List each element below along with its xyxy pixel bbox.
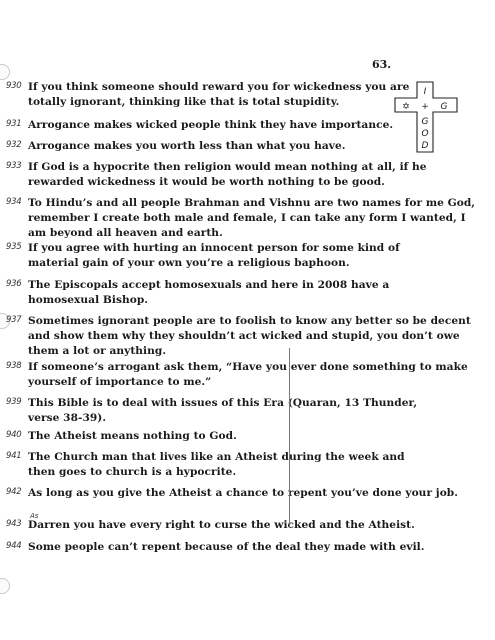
page-number: 63. bbox=[372, 58, 392, 71]
cross-letter-center: + bbox=[421, 102, 429, 112]
entry-text: If God is a hypocrite then religion would mean nothing at all, if he rewarded wickedness it would be worth nothing to be good. bbox=[28, 161, 427, 188]
entry-text: If someone’s arrogant ask them, “Have you ever done something to make yourself of importance to me.” bbox=[28, 361, 468, 388]
entry-text: Arrogance makes wicked people think they have importance. bbox=[28, 119, 394, 131]
entry-text: To Hindu’s and all people Brahman and Vishnu are two names for me God, remember I create both male and female, I can take any form I wanted, I am beyond all heaven and earth. bbox=[28, 197, 476, 239]
entry-number: 935 bbox=[6, 242, 22, 252]
entry-text: The Atheist means nothing to God. bbox=[28, 430, 237, 442]
entry-number: 932 bbox=[6, 140, 22, 150]
entry-number: 933 bbox=[6, 161, 22, 171]
entry-text: The Episcopals accept homosexuals and here in 2008 have a homosexual Bishop. bbox=[28, 279, 390, 306]
entry-935 bbox=[6, 241, 418, 271]
handwritten-insert: As bbox=[30, 512, 39, 520]
entry-number: 944 bbox=[6, 541, 22, 551]
star-of-david-icon: ✡ bbox=[402, 102, 410, 112]
entry-940 bbox=[6, 429, 418, 444]
cross-letter-top: I bbox=[423, 87, 427, 97]
entry-930 bbox=[6, 80, 418, 110]
entry-text: Arrogance makes you worth less than what you have. bbox=[28, 140, 346, 152]
entry-933 bbox=[6, 160, 476, 190]
entry-939 bbox=[6, 396, 418, 426]
cross-letter-o: O bbox=[421, 129, 429, 139]
entry-937 bbox=[6, 314, 476, 359]
entry-text: If you agree with hurting an innocent person for some kind of material gain of your own you’re a religious baphoon. bbox=[28, 242, 400, 269]
entry-932 bbox=[6, 139, 418, 154]
entry-938 bbox=[6, 360, 476, 390]
binder-hole-top bbox=[0, 64, 10, 80]
entry-943 bbox=[6, 518, 476, 533]
entry-text: The Church man that lives like an Atheist during the week and then goes to church is a hypocrite. bbox=[28, 451, 405, 478]
entry-number: 940 bbox=[6, 430, 22, 440]
cross-letter-g: G bbox=[421, 117, 429, 127]
entry-text: Sometimes ignorant people are to foolish to know any better so be decent and show them why they shouldn’t act wicked and stupid, you don’t owe them a lot or anything. bbox=[28, 315, 471, 357]
entry-934 bbox=[6, 196, 476, 241]
entry-941 bbox=[6, 450, 418, 480]
entry-text: As long as you give the Atheist a chance to repent you’ve done your job. bbox=[28, 487, 459, 499]
entry-942 bbox=[6, 486, 476, 501]
entry-text: This Bible is to deal with issues of this Era (Quaran, 13 Thunder, verse 38-39). bbox=[28, 397, 418, 424]
entry-number: 938 bbox=[6, 361, 22, 371]
entry-number: 941 bbox=[6, 451, 22, 461]
margin-rule-line bbox=[289, 348, 290, 528]
entry-number: 937 bbox=[6, 315, 22, 325]
entry-944 bbox=[6, 540, 476, 555]
entry-number: 939 bbox=[6, 397, 22, 407]
binder-hole-bottom bbox=[0, 578, 10, 594]
entry-text: Darren you have every right to curse the wicked and the Atheist. bbox=[28, 519, 415, 531]
cross-letter-right: G bbox=[440, 102, 448, 112]
entry-936 bbox=[6, 278, 418, 308]
entry-931 bbox=[6, 118, 418, 133]
entry-text: If you think someone should reward you for wickedness you are totally ignorant, thinking like that is total stupidity. bbox=[28, 81, 410, 108]
entry-number: 942 bbox=[6, 487, 22, 497]
entry-number: 936 bbox=[6, 279, 22, 289]
entry-number: 943 bbox=[6, 519, 22, 529]
entry-number: 931 bbox=[6, 119, 22, 129]
entry-number: 934 bbox=[6, 197, 22, 207]
cross-letter-d: D bbox=[421, 141, 429, 151]
entry-number: 930 bbox=[6, 81, 22, 91]
entry-text: Some people can’t repent because of the deal they made with evil. bbox=[28, 541, 425, 553]
